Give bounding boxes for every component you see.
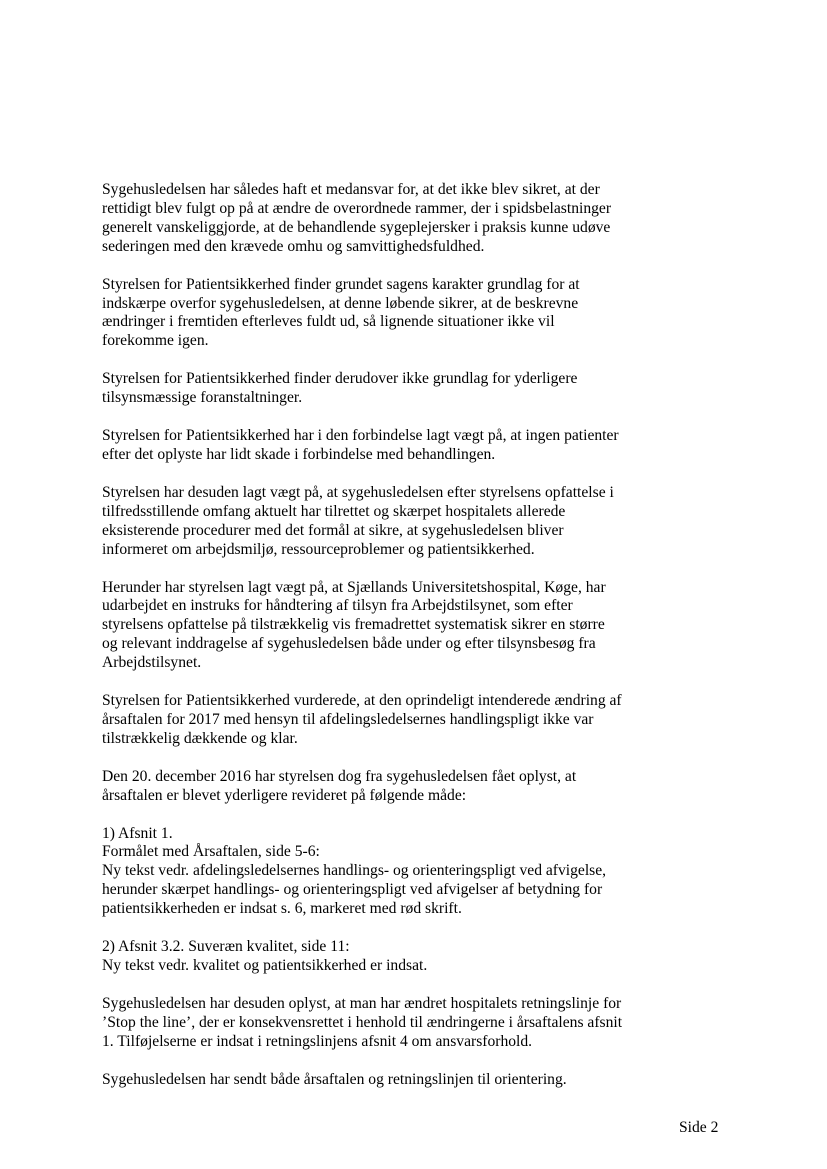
text-line: Den 20. december 2016 har styrelsen dog fra sygehusledelsen fået oplyst, at — [102, 767, 577, 785]
text-line: Sygehusledelsen har desuden oplyst, at man har ændret hospitalets retningslinje for — [102, 994, 622, 1012]
text-line: Formålet med Årsaftalen, side 5-6: — [102, 843, 320, 861]
paragraph-4 — [102, 427, 742, 465]
text-line: årsaftalen for 2017 med hensyn til afdelingsledelsernes handlingspligt ikke var — [102, 710, 594, 728]
text-line: indskærpe overfor sygehusledelsen, at denne løbende sikrer, at de beskrevne — [102, 294, 579, 312]
text-line: ’Stop the line’, der er konsekvensrettet i henhold til ændringerne i årsaftalens afsnit — [102, 1013, 623, 1031]
paragraph-11 — [102, 995, 742, 1052]
text-line: ændringer i fremtiden efterleves fuldt ud, så lignende situationer ikke vil — [102, 313, 555, 331]
paragraph-6 — [102, 579, 742, 674]
text-line: rettidigt blev fulgt op på at ændre de overordnede rammer, der i spidsbelastninger — [102, 199, 612, 217]
text-line: årsaftalen er blevet yderligere revideret på følgende måde: — [102, 786, 467, 804]
paragraph-7 — [102, 692, 742, 749]
text-line: styrelsens opfattelse på tilstrækkelig vis fremadrettet systematisk sikrer en større — [102, 616, 605, 634]
text-line: patientsikkerheden er indsat s. 6, markeret med rød skrift. — [102, 900, 462, 918]
text-line: Styrelsen for Patientsikkerhed finder grundet sagens karakter grundlag for at — [102, 275, 580, 293]
text-line: Herunder har styrelsen lagt vægt på, at Sjællands Universitetshospital, Køge, har — [102, 578, 606, 596]
text-line: Sygehusledelsen har således haft et medansvar for, at det ikke blev sikret, at der — [102, 181, 600, 198]
text-line: Styrelsen for Patientsikkerhed vurderede, at den oprindeligt intenderede ændring af — [102, 692, 622, 710]
text-line: generelt vanskeliggjorde, at de behandlende sygeplejersker i praksis kunne udøve — [102, 218, 611, 236]
page-number: Side 2 — [679, 1119, 719, 1136]
paragraph-3 — [102, 370, 742, 408]
document-body — [102, 181, 742, 1109]
text-line: udarbejdet en instruks for håndtering af tilsyn fra Arbejdstilsynet, som efter — [102, 597, 573, 615]
text-line: Sygehusledelsen har sendt både årsaftalen og retningslinjen til orientering. — [102, 1070, 567, 1088]
text-line: 1) Afsnit 1. — [102, 824, 173, 842]
text-line: forekomme igen. — [102, 332, 209, 350]
paragraph-12 — [102, 1071, 742, 1090]
paragraph-1 — [102, 181, 742, 257]
paragraph-5 — [102, 484, 742, 560]
text-line: Ny tekst vedr. afdelingsledelsernes handlings- og orienteringspligt ved afvigelse, — [102, 862, 607, 880]
paragraph-10 — [102, 938, 742, 976]
text-line: og relevant inddragelse af sygehusledelsen både under og efter tilsynsbesøg fra — [102, 635, 596, 653]
text-line: informeret om arbejdsmiljø, ressourceproblemer og patientsikkerhed. — [102, 540, 535, 558]
text-line: herunder skærpet handlings- og orienteringspligt ved afvigelser af betydning for — [102, 881, 603, 899]
text-line: Styrelsen har desuden lagt vægt på, at sygehusledelsen efter styrelsens opfattelse i — [102, 483, 614, 501]
text-line: 2) Afsnit 3.2. Suveræn kvalitet, side 11: — [102, 938, 350, 956]
text-line: Styrelsen for Patientsikkerhed finder derudover ikke grundlag for yderligere — [102, 370, 578, 388]
text-line: Styrelsen for Patientsikkerhed har i den forbindelse lagt vægt på, at ingen patienter — [102, 427, 619, 445]
text-line: 1. Tilføjelserne er indsat i retningslinjens afsnit 4 om ansvarsforhold. — [102, 1032, 533, 1050]
text-line: efter det oplyste har lidt skade i forbindelse med behandlingen. — [102, 445, 496, 463]
paragraph-9 — [102, 825, 742, 920]
text-line: sederingen med den krævede omhu og samvittighedsfuldhed. — [102, 237, 485, 255]
text-line: eksisterende procedurer med det formål at sikre, at sygehusledelsen bliver — [102, 521, 564, 539]
paragraph-8 — [102, 768, 742, 806]
text-line: tilstrækkelig dækkende og klar. — [102, 729, 298, 747]
paragraph-2 — [102, 276, 742, 352]
text-line: Arbejdstilsynet. — [102, 654, 202, 672]
text-line: Ny tekst vedr. kvalitet og patientsikkerhed er indsat. — [102, 957, 428, 974]
text-line: tilfredsstillende omfang aktuelt har tilrettet og skærpet hospitalets allerede — [102, 502, 566, 520]
text-line: tilsynsmæssige foranstaltninger. — [102, 389, 303, 407]
